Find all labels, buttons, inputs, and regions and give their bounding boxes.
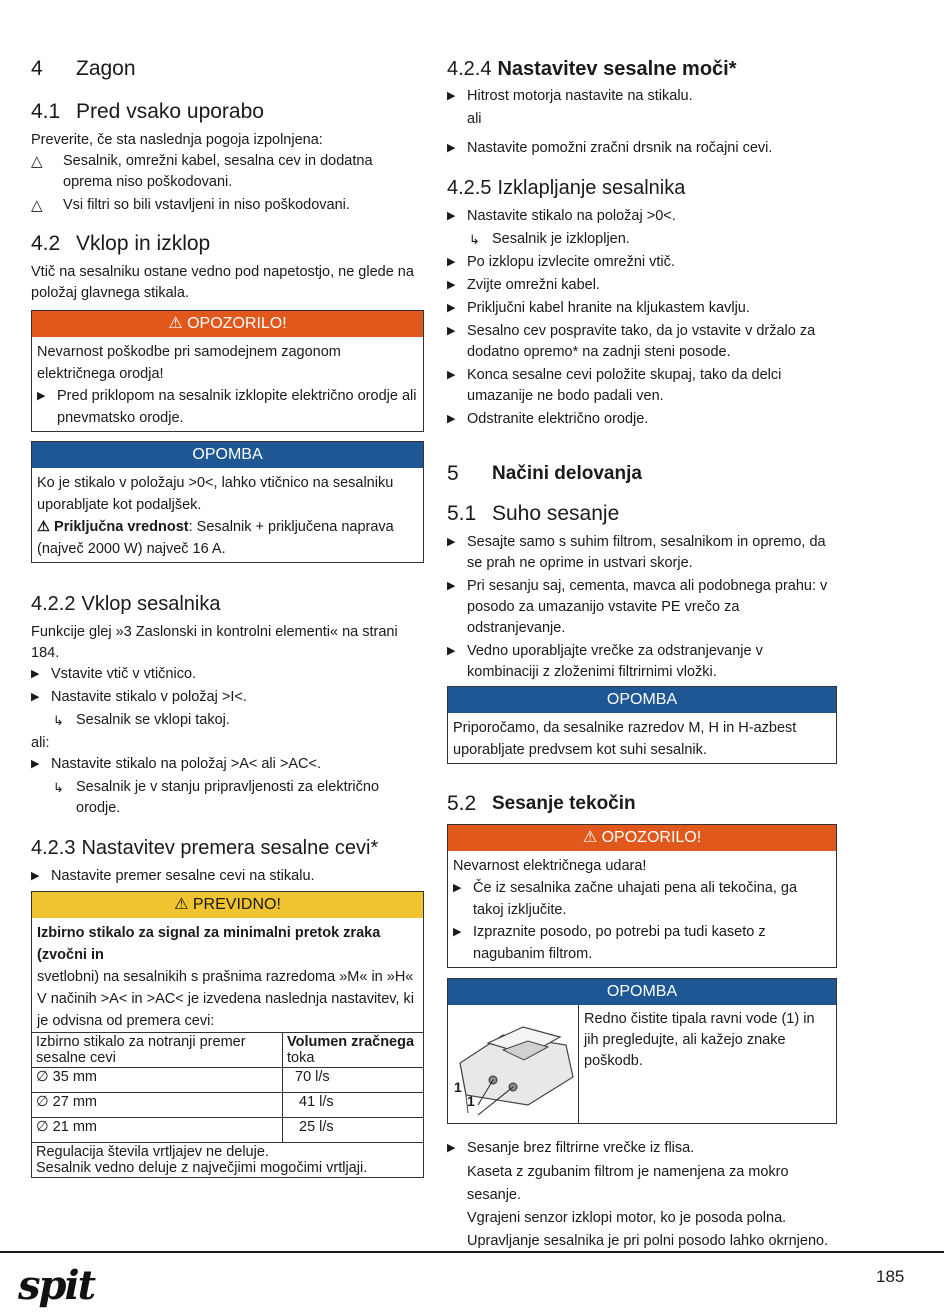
heading-4-1: 4.1 Pred vsako uporabo <box>31 100 264 123</box>
list-item: ▶ Vstavite vtič v vtičnico. <box>31 664 424 685</box>
list-item: ▶ Pred priklopom na sesalnik izklopite električno orodje ali pnevmatsko orodje. <box>37 385 418 429</box>
note-header: OPOMBA <box>32 442 423 468</box>
heading-5: 5 Načini delovanja <box>447 462 642 485</box>
note-box: OPOMBA Ko je stikalo v položaju >0<, lahko vtičnico na sesalniku uporabljate kot podaljšek. ⚠ Priključna vrednost: Sesalnik + priključena naprava (največ 2000 W) največ 16 A. <box>31 441 424 563</box>
heading-5-2: 5.2 Sesanje tekočin <box>447 792 636 815</box>
list-item: ▶ Sesanje brez filtrirne vrečke iz flisa. <box>447 1138 837 1159</box>
caution-header: ⚠ PREVIDNO! <box>32 892 423 918</box>
arrow-icon: ▶ <box>447 580 456 592</box>
arrow-icon: ▶ <box>447 142 456 154</box>
list-item: ▶ Zvijte omrežni kabel. <box>447 275 837 296</box>
list-item: △ Sesalnik, omrežni kabel, sesalna cev in dodatna oprema niso poškodovani. <box>31 153 373 190</box>
list-item: ▶ Nastavite pomožni zračni drsnik na ročajni cevi. <box>447 138 837 159</box>
result-item: ↳ Sesalnik je v stanju pripravljenosti za električno orodje. <box>53 779 380 816</box>
arrow-icon: ▶ <box>447 256 456 268</box>
arrow-icon: ▶ <box>31 870 40 882</box>
list-item: ▶ Konca sesalne cevi položite skupaj, tako da delci umazanije ne bodo padali ven. <box>447 367 782 404</box>
list-item: ▶ Nastavite premer sesalne cevi na stikalu. <box>31 866 424 887</box>
arrow-icon: ▶ <box>447 325 456 337</box>
table-row: ∅ 35 mm 70 l/s <box>32 1068 423 1093</box>
heading-5-1: 5.1 Suho sesanje <box>447 502 620 525</box>
page-number: 185 <box>876 1267 905 1286</box>
arrow-icon: ▶ <box>447 279 456 291</box>
list-item: ▶ Pri sesanju saj, cementa, mavca ali podobnega prahu: v posodo za umazanijo vstavite PE vrečo za odstranjevanje. <box>447 578 828 636</box>
note-header: OPOMBA <box>448 979 836 1005</box>
list-item: ▶ Nastavite stikalo na položaj >0<. <box>447 206 837 227</box>
arrow-icon: ▶ <box>31 758 40 770</box>
triangle-icon: △ <box>31 197 43 214</box>
list-item: ▶ Nastavite stikalo na položaj >A< ali >AC<. <box>31 754 424 775</box>
warning-box: ⚠ OPOZORILO! Nevarnost električnega udara! ▶ Če iz sesalnika začne uhajati pena ali tekočina, ga takoj izključite. ▶ Izpraznite posodo, po potrebi pa tudi kaseto z nagubanim filtrom. <box>447 824 837 968</box>
list-item: ▶ Izpraznite posodo, po potrebi pa tudi kaseto z nagubanim filtrom. <box>453 921 831 965</box>
arrow-icon: ▶ <box>31 668 40 680</box>
footer-rule <box>0 1251 944 1253</box>
s42-text: Vtič na sesalniku ostane vedno pod napetostjo, ne glede na položaj glavnega stikala. <box>31 264 414 301</box>
heading-4-2: 4.2 Vklop in izklop <box>31 232 211 255</box>
arrow-icon: ▶ <box>453 882 462 894</box>
warning-header: ⚠ OPOZORILO! <box>448 825 836 851</box>
s41-intro: Preverite, če sta naslednja pogoja izpolnjena: <box>31 132 323 148</box>
arrow-icon: ▶ <box>447 302 456 314</box>
heading-4-2-4: 4.2.4 Nastavitev sesalne moči* <box>447 57 737 80</box>
list-item: △ Vsi filtri so bili vstavljeni in niso poškodovani. <box>31 197 350 214</box>
heading-4-2-5: 4.2.5 Izklapljanje sesalnika <box>447 177 686 199</box>
arrow-icon: ▶ <box>37 390 46 402</box>
list-item: ▶ Vedno uporabljajte vrečke za odstranjevanje v kombinaciji z zloženimi filtrirnimi vložki. <box>447 643 763 680</box>
arrow-icon: ▶ <box>447 645 456 657</box>
result-arrow-icon: ↳ <box>53 713 64 728</box>
result-item: ↳ Sesalnik se vklopi takoj. <box>31 710 424 731</box>
arrow-icon: ▶ <box>31 691 40 703</box>
heading-4: 4 Zagon <box>31 57 136 80</box>
list-item: ▶ Nastavite stikalo v položaj >I<. <box>31 687 424 708</box>
note-box: OPOMBA Priporočamo, da sesalnike razredov M, H in H-azbest uporabljate predvsem kot suhi sesalnik. <box>447 686 837 764</box>
heading-4-2-2: 4.2.2 Vklop sesalnika <box>31 593 221 615</box>
table-row: ∅ 27 mm 41 l/s <box>32 1093 423 1118</box>
list-item: ▶ Sesalno cev pospravite tako, da jo vstavite v držalo za dodatno opremo* na zadnji steni posode. <box>447 323 816 360</box>
arrow-icon: ▶ <box>447 1142 456 1154</box>
diameter-table: Izbirno stikalo za notranji premer sesalne cevi Volumen zračnega toka ∅ 35 mm 70 l/s ∅ 27 mm 41 l/s ∅ 21 mm 25 l/s Regulacija števila vrtljajev ne deluje. Sesalnik vedno deluje z največjimi mogočimi vrtljaji. <box>32 1032 423 1177</box>
list-item: ▶ Priključni kabel hranite na kljukastem kavlju. <box>447 298 837 319</box>
list-item: ▶ Odstranite električno orodje. <box>447 409 837 430</box>
arrow-icon: ▶ <box>453 926 462 938</box>
list-item: ▶ Hitrost motorja nastavite na stikalu. <box>447 86 837 107</box>
triangle-icon: △ <box>31 153 43 170</box>
arrow-icon: ▶ <box>447 413 456 425</box>
arrow-icon: ▶ <box>447 369 456 381</box>
caution-box: ⚠ PREVIDNO! Izbirno stikalo za signal za minimalni pretok zraka (zvočni in svetlobni) na sesalnikih s prašnima razredoma »M« in »H« V načinih >A< in >AC< je izvedena naslednja nastavitev, ki je odvisna od premera cevi: Izbirno stikalo za notranji premer sesalne cevi Volumen zračnega toka ∅ 35 mm 70 l/s ∅ 27 mm 41 l/s ∅ 21 mm 25 l/s Regulacija števila vrtljajev ne deluje. Sesalnik vedno deluje z največjimi mogočimi vrtljaji. <box>31 891 424 1178</box>
result-arrow-icon: ↳ <box>469 232 480 247</box>
vacuum-figure: 1 1 <box>448 1005 579 1123</box>
right-column: 4.2.4 Nastavitev sesalne moči* ▶ Hitrost motorja nastavite na stikalu. ali ▶ Nastavite pomožni zračni drsnik na ročajni cevi. 4.2.5 Izklapljanje sesalnika ▶ Nastavite stikalo na položaj >0<. ↳ Sesalnik je izklopljen. ▶ Po izklopu izvlecite omrežni vtič. ▶ Zvijte omrežni kabel. ▶ Priključni kabel hranite na kljukastem kavlju. ▶ Sesalno cev pospravite tako, da jo vstavite v držalo za dodatno opremo* na zadnji steni posode. ▶ Konca sesalne cevi položite skupaj, tako da delci umazanije ne bodo padali ven. ▶ Odstranite električno orodje. 5 Načini delovanja 5.1 Suho sesanje ▶ Sesajte samo s suhim filtrom, sesalnikom in opremo, da se prah ne oprime in ustvari skorje. ▶ Pri sesanju saj, cementa, mavca ali podobnega prahu: v posodo za umazanijo vstavite PE vrečo za odstranjevanje. ▶ Vedno uporabljajte vrečke za odstranjevanje v kombinaciji z zloženimi filtrirnimi vložki. OPOMBA Priporočamo, da sesalnike razredov M, H in H-azbest uporabljate predvsem kot suhi sesalnik. 5.2 Sesanje tekočin ⚠ OPOZORILO! Nevarnost električnega udara! ▶ Če iz sesalnika začne uhajati pena ali tekočina, ga takoj izključite. ▶ Izpraznite posodo, po potrebi pa tudi kaseto z nagubanim filtrom. OPOMBA 1 1 Redno čistite tipala ravni vode (1) in jih pregledujte, ali kažejo znake poškodb. ▶ Sesanje brez filtrirne vrečke iz flisa. Kaseta z zgubanim filtrom je namenjena za mokro sesanje. Vgrajeni senzor izklopi motor, ko je posoda polna. Upravljanje sesalnika je pri polni posodo lahko okrnjeno. <box>447 52 837 1253</box>
warning-header: ⚠ OPOZORILO! <box>32 311 423 337</box>
table-row: ∅ 21 mm 25 l/s <box>32 1118 423 1143</box>
result-item: ↳ Sesalnik je izklopljen. <box>447 229 837 250</box>
arrow-icon: ▶ <box>447 536 456 548</box>
spit-logo: spit <box>18 1262 95 1309</box>
note-header: OPOMBA <box>448 687 836 713</box>
list-item: ▶ Če iz sesalnika začne uhajati pena ali tekočina, ga takoj izključite. <box>453 877 831 921</box>
arrow-icon: ▶ <box>447 90 456 102</box>
result-arrow-icon: ↳ <box>53 780 64 795</box>
list-item: ▶ Sesajte samo s suhim filtrom, sesalnikom in opremo, da se prah ne oprime in ustvari skorje. <box>447 534 826 571</box>
left-column: 4 Zagon 4.1 Pred vsako uporabo Preverite, če sta naslednja pogoja izpolnjena: △ Sesalnik, omrežni kabel, sesalna cev in dodatna oprema niso poškodovani. △ Vsi filtri so bili vstavljeni in niso poškodovani. 4.2 Vklop in izklop Vtič na sesalniku ostane vedno pod napetostjo, ne glede na položaj glavnega stikala. ⚠ OPOZORILO! Nevarnost poškodbe pri samodejnem zagonom električnega orodja! ▶ Pred priklopom na sesalnik izklopite električno orodje ali pnevmatsko orodje. OPOMBA Ko je stikalo v položaju >0<, lahko vtičnico na sesalniku uporabljate kot podaljšek. ⚠ Priključna vrednost: Sesalnik + priključena naprava (največ 2000 W) največ 16 A. 4.2.2 Vklop sesalnika Funkcije glej »3 Zaslonski in kontrolni elementi« na strani 184. ▶ Vstavite vtič v vtičnico. ▶ Nastavite stikalo v položaj >I<. ↳ Sesalnik se vklopi takoj. ali: ▶ Nastavite stikalo na položaj >A< ali >AC<. ↳ Sesalnik je v stanju pripravljenosti za električno orodje. 4.2.3 Nastavitev premera sesalne cevi* ▶ Nastavite premer sesalne cevi na stikalu. ⚠ PREVIDNO! Izbirno stikalo za signal za minimalni pretok zraka (zvočni in svetlobni) na sesalnikih s prašnima razredoma »M« in »H« V načinih >A< in >AC< je izvedena naslednja nastavitev, ki je odvisna od premera cevi: Izbirno stikalo za notranji premer sesalne cevi Volumen zračnega toka ∅ 35 mm 70 l/s ∅ 27 mm 41 l/s ∅ 21 mm 25 l/s Regulacija števila vrtljajev ne deluje. Sesalnik vedno deluje z največjimi mogočimi vrtljaji. <box>31 52 424 1178</box>
note-box: OPOMBA 1 1 Redno čistite tipala ravni vode (1) in jih pregledujte, ali kažejo znake poškodb. <box>447 978 837 1124</box>
heading-4-2-3: 4.2.3 Nastavitev premera sesalne cevi* <box>31 837 379 859</box>
list-item: ▶ Po izklopu izvlecite omrežni vtič. <box>447 252 837 273</box>
warning-box: ⚠ OPOZORILO! Nevarnost poškodbe pri samodejnem zagonom električnega orodja! ▶ Pred priklopom na sesalnik izklopite električno orodje ali pnevmatsko orodje. <box>31 310 424 432</box>
arrow-icon: ▶ <box>447 210 456 222</box>
